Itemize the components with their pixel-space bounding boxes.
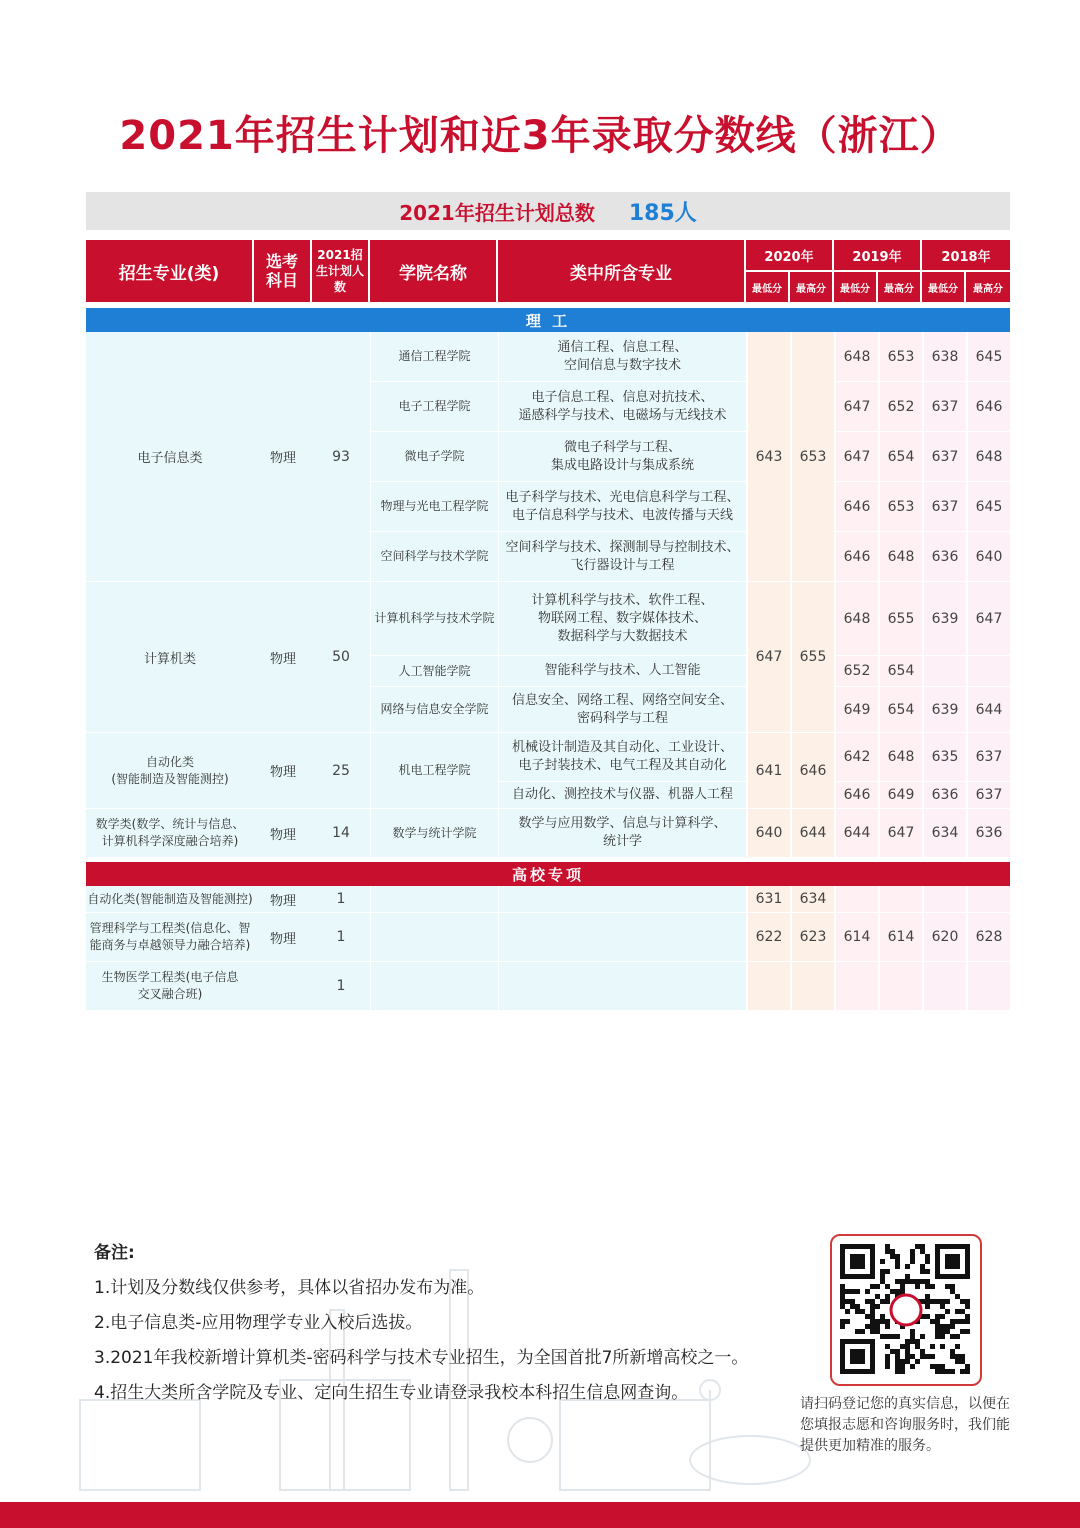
plan-cell: 50 bbox=[312, 582, 370, 733]
score-cell: 647 bbox=[746, 582, 790, 733]
college-cell: 电子工程学院 bbox=[370, 382, 498, 432]
college-cell bbox=[370, 962, 498, 1011]
score-cell: 639 bbox=[922, 687, 966, 733]
score-cell: 637 bbox=[922, 432, 966, 482]
subject-cell bbox=[254, 962, 312, 1011]
score-cell bbox=[834, 886, 878, 913]
score-cell: 641 bbox=[746, 733, 790, 809]
header-max: 最高分 bbox=[966, 272, 1010, 302]
college-cell: 机电工程学院 bbox=[370, 733, 498, 809]
section-ligong: 理 工 bbox=[86, 308, 1010, 332]
header-major: 招生专业(类) bbox=[86, 240, 254, 302]
score-cell: 614 bbox=[878, 913, 922, 962]
table-row bbox=[86, 913, 1010, 962]
college-cell: 通信工程学院 bbox=[370, 332, 498, 382]
score-cell: 655 bbox=[878, 582, 922, 656]
score-cell: 644 bbox=[966, 687, 1010, 733]
score-cell: 646 bbox=[790, 733, 834, 809]
total-plan-bar bbox=[86, 192, 1010, 230]
total-plan-label: 2021年招生计划总数 bbox=[399, 200, 595, 225]
score-cell: 635 bbox=[922, 733, 966, 782]
score-cell: 634 bbox=[790, 886, 834, 913]
score-cell: 652 bbox=[834, 656, 878, 687]
score-cell bbox=[966, 656, 1010, 687]
score-cell: 628 bbox=[966, 913, 1010, 962]
score-cell: 648 bbox=[834, 582, 878, 656]
score-cell: 637 bbox=[966, 782, 1010, 809]
table-row bbox=[86, 582, 1010, 656]
score-cell: 654 bbox=[878, 656, 922, 687]
table-row bbox=[86, 733, 1010, 782]
header-year-2019: 2019年 bbox=[834, 240, 922, 272]
score-cell: 637 bbox=[966, 733, 1010, 782]
score-cell: 647 bbox=[834, 382, 878, 432]
score-cell: 654 bbox=[878, 432, 922, 482]
college-cell bbox=[370, 886, 498, 913]
plan-cell: 1 bbox=[312, 913, 370, 962]
subject-cell: 物理 bbox=[254, 582, 312, 733]
score-cell bbox=[878, 962, 922, 1011]
major-cell: 管理科学与工程类(信息化、智 能商务与卓越领导力融合培养) bbox=[86, 913, 254, 962]
note-item: 2.电子信息类-应用物理学专业入校后选拔。 bbox=[94, 1313, 423, 1333]
score-cell bbox=[746, 962, 790, 1011]
plan-cell: 1 bbox=[312, 962, 370, 1011]
score-cell: 653 bbox=[790, 332, 834, 582]
score-cell: 620 bbox=[922, 913, 966, 962]
score-cell: 644 bbox=[834, 809, 878, 858]
included-majors-cell: 微电子科学与工程、 集成电路设计与集成系统 bbox=[498, 432, 746, 482]
score-cell: 653 bbox=[878, 482, 922, 532]
table-row bbox=[86, 886, 1010, 913]
major-cell: 数学类(数学、统计与信息、 计算机科学深度融合培养) bbox=[86, 809, 254, 858]
college-cell: 网络与信息安全学院 bbox=[370, 687, 498, 733]
subject-cell: 物理 bbox=[254, 733, 312, 809]
score-cell: 655 bbox=[790, 582, 834, 733]
included-majors-cell: 信息安全、网络工程、网络空间安全、 密码科学与工程 bbox=[498, 687, 746, 733]
header-min: 最低分 bbox=[922, 272, 966, 302]
notes-title: 备注: bbox=[94, 1243, 135, 1263]
subject-cell: 物理 bbox=[254, 809, 312, 858]
included-majors-cell: 机械设计制造及其自动化、工业设计、 电子封装技术、电气工程及其自动化 bbox=[498, 733, 746, 782]
score-cell: 645 bbox=[966, 482, 1010, 532]
header-college: 学院名称 bbox=[370, 240, 498, 302]
included-majors-cell: 计算机科学与技术、软件工程、 物联网工程、数字媒体技术、 数据科学与大数据技术 bbox=[498, 582, 746, 656]
plan-cell: 1 bbox=[312, 886, 370, 913]
major-cell: 自动化类 (智能制造及智能测控) bbox=[86, 733, 254, 809]
score-cell: 623 bbox=[790, 913, 834, 962]
header-min: 最低分 bbox=[834, 272, 878, 302]
score-cell: 640 bbox=[746, 809, 790, 858]
score-cell: 648 bbox=[878, 733, 922, 782]
section-special: 高校专项 bbox=[86, 862, 1010, 886]
header-max: 最高分 bbox=[878, 272, 922, 302]
notes-block bbox=[94, 1236, 748, 1411]
score-cell: 646 bbox=[966, 382, 1010, 432]
qr-code-icon bbox=[832, 1236, 980, 1384]
score-cell: 654 bbox=[878, 687, 922, 733]
score-cell bbox=[922, 656, 966, 687]
score-cell: 646 bbox=[834, 782, 878, 809]
score-cell bbox=[878, 886, 922, 913]
score-cell: 644 bbox=[790, 809, 834, 858]
score-cell bbox=[966, 962, 1010, 1011]
college-cell: 物理与光电工程学院 bbox=[370, 482, 498, 532]
score-cell: 647 bbox=[834, 432, 878, 482]
college-cell: 数学与统计学院 bbox=[370, 809, 498, 858]
included-majors-cell bbox=[498, 886, 746, 913]
score-cell: 647 bbox=[878, 809, 922, 858]
score-cell: 648 bbox=[878, 532, 922, 582]
qr-code[interactable] bbox=[830, 1234, 982, 1386]
included-majors-cell: 数学与应用数学、信息与计算科学、 统计学 bbox=[498, 809, 746, 858]
score-cell: 643 bbox=[746, 332, 790, 582]
score-cell: 622 bbox=[746, 913, 790, 962]
score-cell bbox=[790, 962, 834, 1011]
total-plan-value: 185人 bbox=[628, 200, 697, 226]
college-cell: 计算机科学与技术学院 bbox=[370, 582, 498, 656]
header-plan: 2021招生计划人数 bbox=[312, 240, 370, 302]
included-majors-cell: 自动化、测控技术与仪器、机器人工程 bbox=[498, 782, 746, 809]
college-cell: 空间科学与技术学院 bbox=[370, 532, 498, 582]
score-cell: 637 bbox=[922, 482, 966, 532]
included-majors-cell bbox=[498, 913, 746, 962]
score-cell bbox=[922, 886, 966, 913]
included-majors-cell: 电子科学与技术、光电信息科学与工程、 电子信息科学与技术、电波传播与天线 bbox=[498, 482, 746, 532]
score-cell: 636 bbox=[922, 782, 966, 809]
included-majors-cell: 通信工程、信息工程、 空间信息与数字技术 bbox=[498, 332, 746, 382]
header-year-2020: 2020年 bbox=[746, 240, 834, 272]
footer-bar bbox=[0, 1502, 1080, 1528]
score-cell: 646 bbox=[834, 482, 878, 532]
score-cell: 636 bbox=[922, 532, 966, 582]
college-cell bbox=[370, 913, 498, 962]
table-row bbox=[86, 809, 1010, 858]
score-cell: 640 bbox=[966, 532, 1010, 582]
header-year-2018: 2018年 bbox=[922, 240, 1010, 272]
note-item: 4.招生大类所含学院及专业、定向生招生专业请登录我校本科招生信息网查询。 bbox=[94, 1383, 689, 1403]
score-cell: 649 bbox=[834, 687, 878, 733]
score-cell: 631 bbox=[746, 886, 790, 913]
score-cell: 634 bbox=[922, 809, 966, 858]
score-cell bbox=[834, 962, 878, 1011]
score-cell: 636 bbox=[966, 809, 1010, 858]
score-cell: 647 bbox=[966, 582, 1010, 656]
header-max: 最高分 bbox=[790, 272, 834, 302]
included-majors-cell: 电子信息工程、信息对抗技术、 遥感科学与技术、电磁场与无线技术 bbox=[498, 382, 746, 432]
subject-cell: 物理 bbox=[254, 913, 312, 962]
included-majors-cell: 空间科学与技术、探测制导与控制技术、 飞行器设计与工程 bbox=[498, 532, 746, 582]
plan-cell: 93 bbox=[312, 332, 370, 582]
college-cell: 微电子学院 bbox=[370, 432, 498, 482]
score-cell bbox=[966, 886, 1010, 913]
major-cell: 计算机类 bbox=[86, 582, 254, 733]
score-cell: 614 bbox=[834, 913, 878, 962]
major-cell: 生物医学工程类(电子信息 交叉融合班) bbox=[86, 962, 254, 1011]
table-row bbox=[86, 332, 1010, 382]
plan-cell: 25 bbox=[312, 733, 370, 809]
note-item: 1.计划及分数线仅供参考，具体以省招办发布为准。 bbox=[94, 1278, 485, 1298]
score-cell: 648 bbox=[834, 332, 878, 382]
score-cell: 642 bbox=[834, 733, 878, 782]
college-cell: 人工智能学院 bbox=[370, 656, 498, 687]
subject-cell: 物理 bbox=[254, 332, 312, 582]
score-cell: 649 bbox=[878, 782, 922, 809]
score-cell: 645 bbox=[966, 332, 1010, 382]
qr-caption: 请扫码登记您的真实信息，以便在您填报志愿和咨询服务时，我们能提供更加精准的服务。 bbox=[800, 1396, 1010, 1454]
score-cell bbox=[922, 962, 966, 1011]
table-row bbox=[86, 962, 1010, 1011]
score-cell: 653 bbox=[878, 332, 922, 382]
score-cell: 648 bbox=[966, 432, 1010, 482]
included-majors-cell bbox=[498, 962, 746, 1011]
included-majors-cell: 智能科学与技术、人工智能 bbox=[498, 656, 746, 687]
major-cell: 自动化类(智能制造及智能测控) bbox=[86, 886, 254, 913]
score-cell: 652 bbox=[878, 382, 922, 432]
subject-cell: 物理 bbox=[254, 886, 312, 913]
score-cell: 637 bbox=[922, 382, 966, 432]
header-subject: 选考科目 bbox=[254, 240, 312, 302]
major-cell: 电子信息类 bbox=[86, 332, 254, 582]
plan-cell: 14 bbox=[312, 809, 370, 858]
score-cell: 639 bbox=[922, 582, 966, 656]
header-included-majors: 类中所含专业 bbox=[498, 240, 746, 302]
admission-table bbox=[86, 240, 1010, 1011]
score-cell: 638 bbox=[922, 332, 966, 382]
header-min: 最低分 bbox=[746, 272, 790, 302]
note-item: 3.2021年我校新增计算机类-密码科学与技术专业招生，为全国首批7所新增高校之一。 bbox=[94, 1348, 749, 1368]
page-title: 2021年招生计划和近3年录取分数线（浙江） bbox=[119, 113, 961, 159]
score-cell: 646 bbox=[834, 532, 878, 582]
